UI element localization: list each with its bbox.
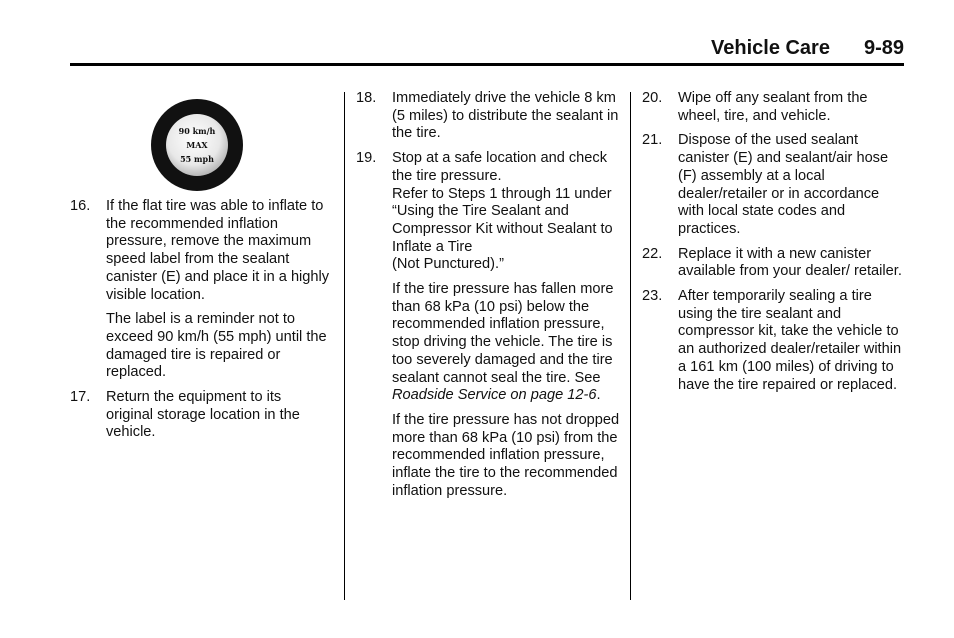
step-number: 19. <box>356 150 377 167</box>
column-divider-1 <box>344 92 345 600</box>
step-number: 23. <box>642 288 663 305</box>
step-22 <box>642 246 904 281</box>
header-rule <box>70 63 904 66</box>
column-2 <box>356 90 620 507</box>
step-number: 16. <box>70 198 91 214</box>
step-number: 22. <box>642 245 663 262</box>
max-speed-label-illustration <box>150 98 244 192</box>
step-16 <box>70 198 332 382</box>
step-text: Dispose of the used sealant canister (E) and sealant/air hose (F) assembly at a local dealer/retailer or in accordance with local state codes and practices. <box>678 132 889 237</box>
step-note: The label is a reminder not to exceed 90 km/h (55 mph) until the damaged tire is repaired or replaced. <box>106 311 327 381</box>
step-23 <box>642 288 904 394</box>
page-header <box>711 37 904 60</box>
column-1 <box>70 198 332 449</box>
step-text: Immediately drive the vehicle 8 km (5 miles) to distribute the sealant in the tire. <box>392 90 619 142</box>
warning-text: If the tire pressure has fallen more than 68 kPa (10 psi) below the recommended inflation pressure, stop driving the vehicle. The tire is too severely damaged and the tire sealant cannot seal the tire. See <box>392 281 614 386</box>
page-number: 9-89 <box>863 37 904 59</box>
step-number: 21. <box>642 132 663 149</box>
step-21 <box>642 132 904 238</box>
step-note: If the tire pressure has not dropped more than 68 kPa (10 psi) from the recommended inflation pressure, inflate the tire to the recommended inflation pressure. <box>392 411 620 499</box>
cross-reference-link[interactable]: Roadside Service on page 12‑6 <box>392 387 597 404</box>
step-number: 18. <box>356 90 377 106</box>
step-text: Stop at a safe location and check the tire pressure. <box>392 150 607 184</box>
step-text: Return the equipment to its original storage location in the vehicle. <box>106 389 300 441</box>
step-17 <box>70 389 332 442</box>
step-reference: Refer to Steps 1 through 11 under “Using the Tire Sealant and Compressor Kit without Sealant to Inflate a Tire <box>392 185 613 255</box>
step-text: Replace it with a new canister available from your dealer/ retailer. <box>678 245 902 280</box>
label-line-3: 55 mph <box>180 154 214 164</box>
step-reference-end: (Not Punctured).” <box>392 256 504 273</box>
label-line-1: 90 km/h <box>178 126 216 136</box>
step-text: Wipe off any sealant from the wheel, tire, and vehicle. <box>678 90 868 124</box>
step-19 <box>356 150 620 500</box>
step-number: 20. <box>642 90 663 106</box>
column-3 <box>642 90 904 401</box>
step-text: If the flat tire was able to inflate to the recommended inflation pressure, remove the maximum speed label from the sealant canister (E) and place it in a highly visible location. <box>106 198 330 303</box>
section-title: Vehicle Care <box>711 37 830 59</box>
step-number: 17. <box>70 389 91 406</box>
period: . <box>596 387 601 404</box>
column-divider-2 <box>630 92 631 600</box>
step-text: After temporarily sealing a tire using the tire sealant and compressor kit, take the vehicle to an authorized dealer/retailer within a 161 km (100 miles) of driving to have the tire repaired or replaced. <box>678 288 902 393</box>
step-18 <box>356 90 620 143</box>
step-20 <box>642 90 904 125</box>
label-line-2: MAX <box>186 140 208 150</box>
